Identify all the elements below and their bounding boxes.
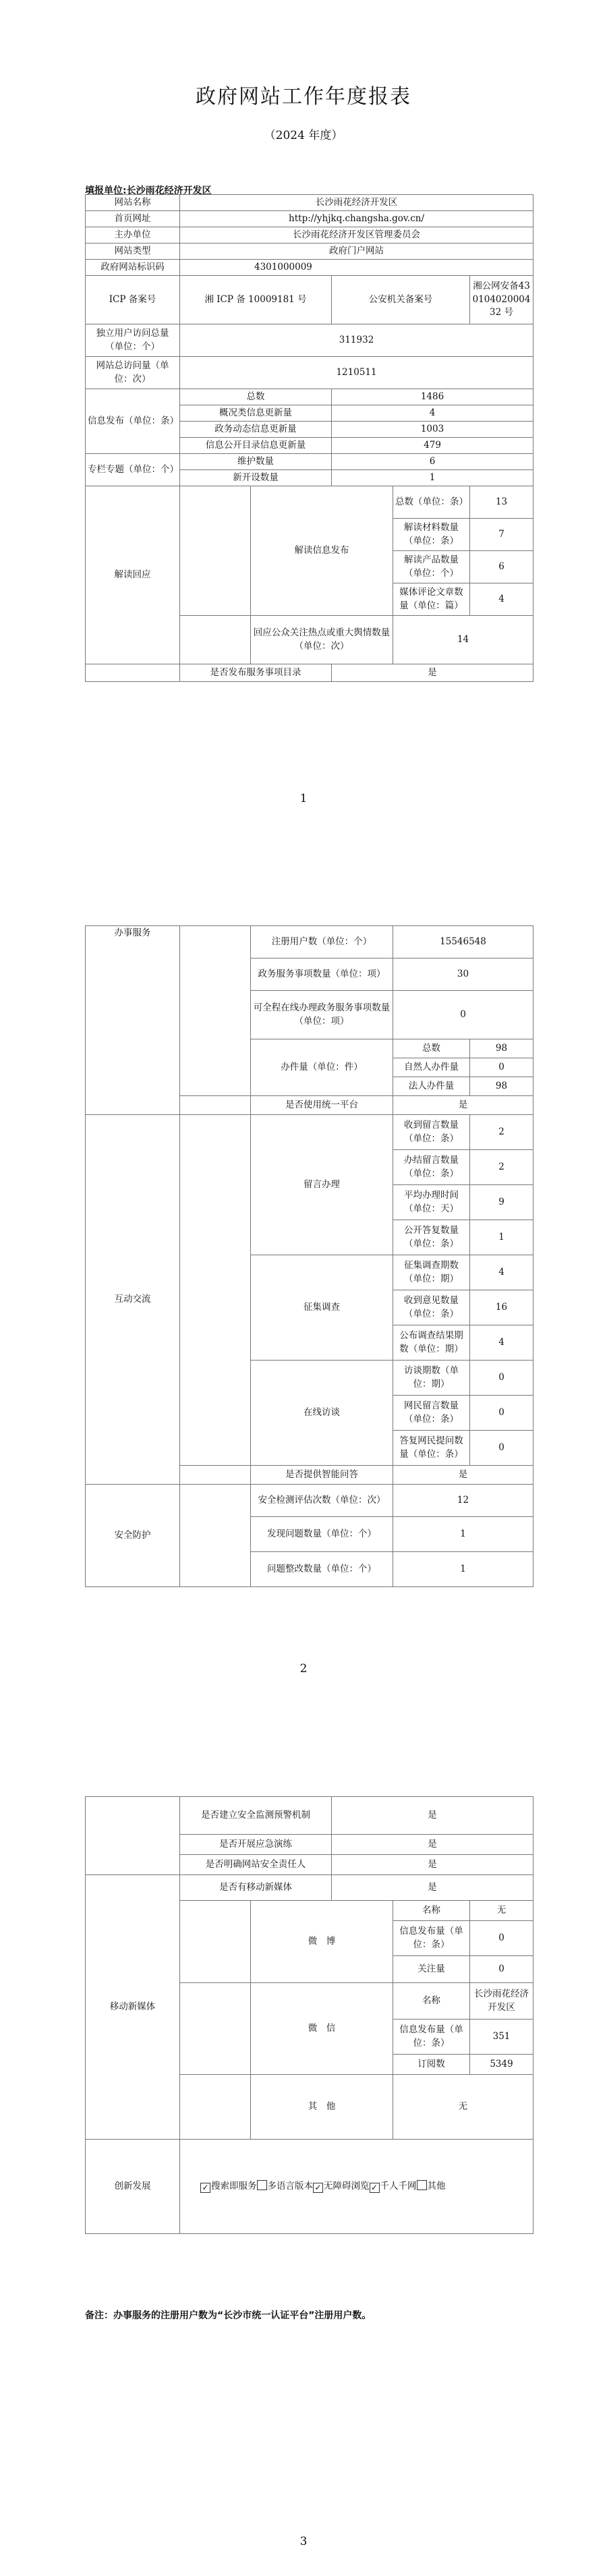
survey-opinion: 16: [470, 1290, 533, 1325]
innovation-option-other[interactable]: 其他: [417, 2181, 446, 2192]
info-dynamic: 1003: [332, 422, 533, 438]
survey-count-label: 征集调查期数（单位：期）: [393, 1255, 470, 1290]
interp-material: 7: [470, 519, 533, 551]
info-catalog: 479: [332, 438, 533, 454]
page-title: 政府网站工作年度报表: [196, 85, 411, 109]
survey-result: 4: [470, 1325, 533, 1361]
other: 无: [393, 2075, 533, 2140]
msg-done: 2: [470, 1150, 533, 1185]
has-media-label: 是否有移动新媒体: [180, 1875, 332, 1901]
smart-qa-label: 是否提供智能问答: [251, 1466, 393, 1485]
wechat-name: 长沙雨花经济开发区: [470, 1983, 533, 2020]
interact-label: 互动交流: [86, 1115, 180, 1485]
footnote: 备注：办事服务的注册用户数为“长沙市统一认证平台”注册用户数。: [85, 2310, 372, 2321]
checkbox-icon[interactable]: ✓: [200, 2183, 210, 2193]
cases-legal: 98: [470, 1077, 533, 1096]
weibo-posts: 0: [470, 1921, 533, 1956]
innovation-label: 创新发展: [86, 2140, 180, 2234]
wechat-posts: 351: [470, 2020, 533, 2055]
info-overview-label: 概况类信息更新量: [180, 405, 332, 422]
info-label: 信息发布（单位：条）: [86, 389, 180, 454]
weibo-follow: 0: [470, 1956, 533, 1983]
media-label: 移动新媒体: [86, 1875, 180, 2140]
checkbox-icon[interactable]: [257, 2180, 267, 2190]
wechat-posts-label: 信息发布量（单位：条）: [393, 2020, 470, 2055]
site-type-label: 网站类型: [86, 244, 180, 260]
wechat-name-label: 名称: [393, 1983, 470, 2020]
has-media: 是: [332, 1875, 533, 1901]
wechat-label: 微 信: [251, 1983, 393, 2075]
interp-material-label: 解读材料数量（单位：条）: [393, 519, 470, 551]
msg-done-label: 办结留言数量（单位：条）: [393, 1150, 470, 1185]
interp-product-label: 解读产品数量（单位：个）: [393, 551, 470, 583]
interp-pub-label: 解读信息发布: [251, 486, 393, 616]
sec-fixed: 1: [393, 1552, 533, 1587]
uv-label: 独立用户访问总量（单位：个）: [86, 324, 180, 357]
survey-result-label: 公布调查结果期数（单位：期）: [393, 1325, 470, 1361]
weibo-name: 无: [470, 1901, 533, 1921]
icp-label: ICP 备案号: [86, 276, 180, 324]
innovation-option-personalized[interactable]: ✓ 千人千网: [370, 2181, 417, 2192]
sec-check: 12: [393, 1485, 533, 1517]
site-name: 长沙雨花经济开发区: [180, 195, 533, 211]
cases-person-label: 自然人办件量: [393, 1058, 470, 1077]
service-items-label: 政务服务事项数量（单位：项）: [251, 958, 393, 991]
home-url-label: 首页网址: [86, 211, 180, 227]
msg-public: 1: [470, 1220, 533, 1255]
info-catalog-label: 信息公开目录信息更新量: [180, 438, 332, 454]
survey-label: 征集调查: [251, 1255, 393, 1361]
column-new: 1: [332, 470, 533, 486]
msg-recv-label: 收到留言数量（单位：条）: [393, 1115, 470, 1150]
cases-total: 98: [470, 1039, 533, 1058]
report-table-page3: [85, 1796, 533, 2234]
weibo-name-label: 名称: [393, 1901, 470, 1921]
msg-days: 9: [470, 1185, 533, 1220]
sec-drill: 是: [332, 1835, 533, 1855]
site-id: 4301000009: [180, 260, 533, 276]
survey-count: 4: [470, 1255, 533, 1290]
pv-label: 网站总访问量（单位：次）: [86, 357, 180, 389]
site-id-label: 政府网站标识码: [86, 260, 180, 276]
checkbox-icon[interactable]: [417, 2180, 427, 2190]
uv: 311932: [180, 324, 533, 357]
sec-drill-label: 是否开展应急演练: [180, 1835, 332, 1855]
interview-answer-label: 答复网民提问数量（单位：条）: [393, 1431, 470, 1466]
sec-monitor-label: 是否建立安全监测预警机制: [180, 1797, 332, 1835]
report-table-page1: [85, 194, 533, 682]
weibo-posts-label: 信息发布量（单位：条）: [393, 1921, 470, 1956]
info-total-label: 总数: [180, 389, 332, 405]
interp-product: 6: [470, 551, 533, 583]
info-total: 1486: [332, 389, 533, 405]
checkbox-icon[interactable]: ✓: [313, 2183, 323, 2193]
unified-label: 是否使用统一平台: [251, 1096, 393, 1115]
site-name-label: 网站名称: [86, 195, 180, 211]
sec-person: 是: [332, 1855, 533, 1875]
service-catalog: 是: [332, 664, 533, 682]
sec-monitor: 是: [332, 1797, 533, 1835]
page-number-2: 2: [299, 1662, 308, 1676]
survey-opinion-label: 收到意见数量（单位：条）: [393, 1290, 470, 1325]
weibo-follow-label: 关注量: [393, 1956, 470, 1983]
interview-msg: 0: [470, 1396, 533, 1431]
column-maint-label: 维护数量: [180, 454, 332, 470]
interp-label: 解读回应: [86, 486, 180, 664]
checkbox-icon[interactable]: ✓: [370, 2183, 380, 2193]
sec-check-label: 安全检测评估次数（单位：次）: [251, 1485, 393, 1517]
online-items: 0: [393, 991, 533, 1039]
column-maint: 6: [332, 454, 533, 470]
cases-legal-label: 法人办件量: [393, 1077, 470, 1096]
msg-days-label: 平均办理时间（单位：天）: [393, 1185, 470, 1220]
police: 湘公网安备43010402000432 号: [470, 276, 533, 324]
report-year: （2024 年度）: [264, 129, 343, 142]
online-items-label: 可全程在线办理政务服务事项数量（单位：项）: [251, 991, 393, 1039]
interview-count: 0: [470, 1361, 533, 1396]
smart-qa: 是: [393, 1466, 533, 1485]
info-dynamic-label: 政务动态信息更新量: [180, 422, 332, 438]
innovation-option-search[interactable]: ✓ 搜索即服务: [200, 2181, 257, 2192]
msg-recv: 2: [470, 1115, 533, 1150]
msg-public-label: 公开答复数量（单位：条）: [393, 1220, 470, 1255]
sec-found-label: 发现问题数量（单位：个）: [251, 1517, 393, 1552]
info-overview: 4: [332, 405, 533, 422]
cases-label: 办件量（单位：件）: [251, 1039, 393, 1096]
page-number-3: 3: [299, 2535, 308, 2548]
innovation-option-multilang[interactable]: 多语言版本: [257, 2181, 314, 2192]
cases-person: 0: [470, 1058, 533, 1077]
service-items: 30: [393, 958, 533, 991]
report-table-page2: [85, 925, 533, 1587]
service-catalog-label: 是否发布服务事项目录: [180, 664, 332, 682]
sec-found: 1: [393, 1517, 533, 1552]
service-label: 办事服务: [86, 926, 180, 1115]
other-label: 其 他: [251, 2075, 393, 2140]
interview-msg-label: 网民留言数量（单位：条）: [393, 1396, 470, 1431]
sec-person-label: 是否明确网站安全责任人: [180, 1855, 332, 1875]
interview-count-label: 访谈期数（单位：期）: [393, 1361, 470, 1396]
interview-answer: 0: [470, 1431, 533, 1466]
interview-label: 在线访谈: [251, 1361, 393, 1466]
interp-total: 13: [470, 486, 533, 519]
sec-fixed-label: 问题整改数量（单位：个）: [251, 1552, 393, 1587]
innovation-options: [180, 2140, 533, 2234]
reg-users-label: 注册用户数（单位：个）: [251, 926, 393, 958]
wechat-subs: 5349: [470, 2055, 533, 2075]
icp: 湘 ICP 备 10009181 号: [180, 276, 332, 324]
host: 长沙雨花经济开发区管理委员会: [180, 227, 533, 244]
unified: 是: [393, 1096, 533, 1115]
wechat-subs-label: 订阅数: [393, 2055, 470, 2075]
respond-label: 回应公众关注热点或重大舆情数量（单位：次）: [251, 616, 393, 664]
host-label: 主办单位: [86, 227, 180, 244]
msg-label: 留言办理: [251, 1115, 393, 1255]
weibo-label: 微 博: [251, 1901, 393, 1983]
police-label: 公安机关备案号: [332, 276, 470, 324]
pv: 1210511: [180, 357, 533, 389]
page-number-1: 1: [299, 792, 308, 805]
interp-media: 4: [470, 583, 533, 616]
site-type: 政府门户网站: [180, 244, 533, 260]
interp-media-label: 媒体评论文章数量（单位：篇）: [393, 583, 470, 616]
respond: 14: [393, 616, 533, 664]
column-label: 专栏专题（单位：个）: [86, 454, 180, 486]
home-url: http://yhjkq.changsha.gov.cn/: [180, 211, 533, 227]
filler-unit: 填报单位:长沙雨花经济开发区: [85, 185, 212, 196]
reg-users: 15546548: [393, 926, 533, 958]
cases-total-label: 总数: [393, 1039, 470, 1058]
interp-total-label: 总数（单位：条）: [393, 486, 470, 519]
column-new-label: 新开设数量: [180, 470, 332, 486]
innovation-option-accessible[interactable]: ✓ 无障碍浏览: [313, 2181, 370, 2192]
security-label: 安全防护: [86, 1485, 180, 1587]
